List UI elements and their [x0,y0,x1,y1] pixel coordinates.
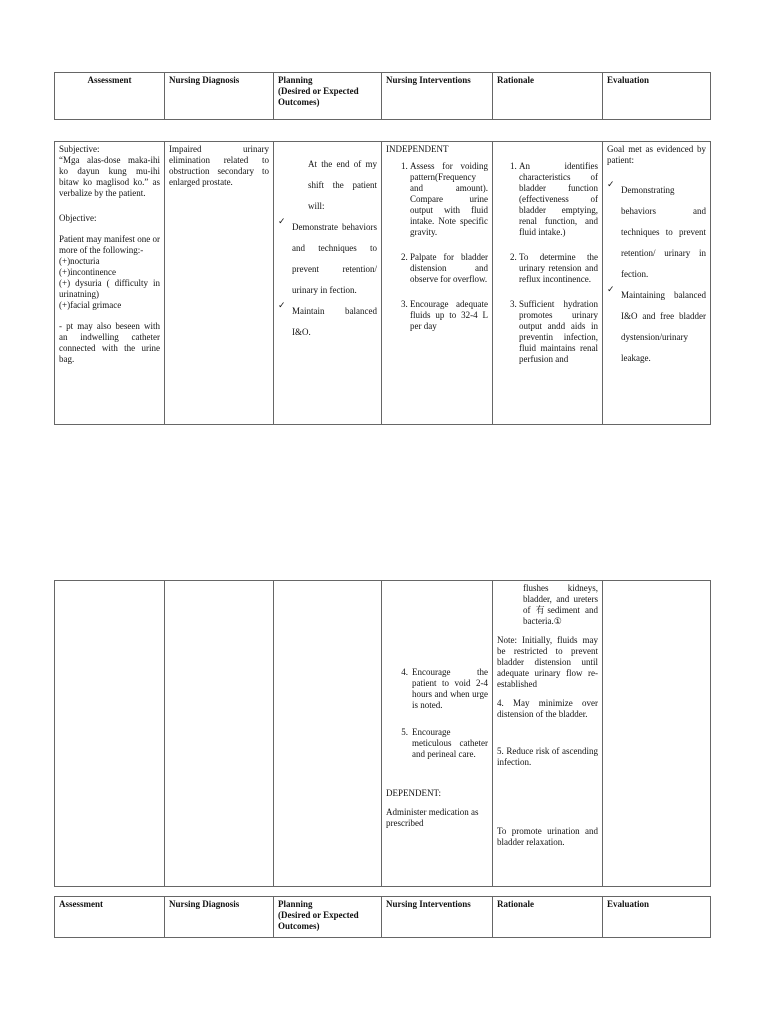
evaluation-item-1 [607,180,706,285]
objective-note: - pt may also beseen with an indwelling catheter connected with the urine bag. [59,321,160,364]
intervention-number: 5. [401,727,408,737]
checkmark-icon: ✓ [278,217,286,227]
intervention-number: 4. [401,667,408,677]
header-planning [274,73,382,120]
diagnosis-text: Impaired urinary elimination related to obstruction secondary to enlarged prostate. [169,144,269,187]
intervention-item-4 [386,667,488,711]
objective-item: (+)nocturia [59,256,100,266]
planning-cell-empty [274,581,382,887]
assessment-cell [55,142,165,425]
header-rationale: Rationale [493,897,603,938]
header-planning-text: Planning (Desired or Expected Outcomes) [278,899,359,931]
header-assessment: Assessment [55,73,165,120]
subjective-text: “Mga alas-dose maka-ihi ko dayun kung mu-ihi bitaw ko maglisod ko.” as verbalize by the patient. [59,155,160,198]
evaluation-cell [603,142,711,425]
planning-cell [274,142,382,425]
header-nursing-interventions: Nursing Interventions [382,897,493,938]
diagnosis-cell [165,142,274,425]
header-table-2 [54,896,711,938]
planning-goal-2 [278,301,377,343]
independent-heading: INDEPENDENT [386,144,449,154]
evaluation-item-text: Maintaining balanced I&O and free bladder dystension/urinary leakage. [621,290,706,363]
checkmark-icon: ✓ [607,180,615,190]
dependent-rationale: To promote urination and bladder relaxation. [497,826,598,847]
intervention-text: Encourage meticulous catheter and perineal care. [412,727,488,759]
intervention-item-5 [386,727,488,760]
objective-intro: Patient may manifest one or more of the following:- [59,234,160,255]
objective-item: (+)facial grimace [59,300,122,310]
checkmark-icon: ✓ [278,301,286,311]
rationale-continuation: flushes kidneys, bladder, and ureters of 有sediment and bacteria.① [523,583,598,626]
header-planning [274,897,382,938]
planning-goal-text: Demonstrate behaviors and techniques to prevent retention/ urinary in fection. [292,222,377,295]
header-assessment: Assessment [55,897,165,938]
objective-label: Objective: [59,213,97,223]
assessment-cell-empty [55,581,165,887]
rationale-item-4: 4. May minimize over distension of the bladder. [497,698,598,719]
header-rationale: Rationale [493,73,603,120]
care-plan-table-2 [54,580,711,887]
objective-item: (+)incontinence [59,267,117,277]
header-table-1 [54,72,711,120]
objective-item: (+) dysuria ( difficulty in urinatning) [59,278,160,299]
intervention-item: 1. Assess for voiding pattern(Frequency and amount). Compare urine output with fluid intake. Note specific gravity. [410,161,488,238]
evaluation-item-2 [607,285,706,369]
rationale-list [497,161,598,365]
intervention-item: 3. Encourage adequate fluids up to 32-4 L per day [410,299,488,332]
dependent-label: DEPENDENT: [386,788,442,798]
evaluation-item-text: Demonstrating behaviors and techniques to prevent retention/ urinary in fection. [621,185,706,279]
header-evaluation: Evaluation [603,73,711,120]
checkmark-icon: ✓ [607,285,615,295]
interventions-cell [382,142,493,425]
header-nursing-diagnosis: Nursing Diagnosis [165,73,274,120]
dependent-text: Administer medication as prescribed [386,807,479,828]
interventions-cell-2 [382,581,493,887]
rationale-item: 2. To determine the urinary retension and reflux incontinence. [519,252,598,285]
rationale-cell [493,142,603,425]
header-nursing-diagnosis: Nursing Diagnosis [165,897,274,938]
rationale-cell-2 [493,581,603,887]
rationale-item-5: 5. Reduce risk of ascending infection. [497,746,598,767]
care-plan-table-1 [54,141,711,425]
diagnosis-cell-empty [165,581,274,887]
header-planning-text: Planning (Desired or Expected Outcomes) [278,75,359,107]
intervention-text: Encourage the patient to void 2-4 hours and when urge is noted. [412,667,488,710]
rationale-item: 1. An identifies characteristics of bladder function (effectiveness of bladder emptying, renal function, and fluid intake.) [519,161,598,238]
planning-goal-text: Maintain balanced I&O. [292,306,377,337]
interventions-list [386,161,488,332]
subjective-label: Subjective: [59,144,100,154]
header-nursing-interventions: Nursing Interventions [382,73,493,120]
intervention-item: 2. Palpate for bladder distension and observe for overflow. [410,252,488,285]
header-evaluation: Evaluation [603,897,711,938]
evaluation-cell-empty [603,581,711,887]
planning-goal-1 [278,217,377,301]
rationale-item: 3. Sufficient hydration promotes urinary output andd aids in preventin infection, fluid maintains renal perfusion and [519,299,598,365]
evaluation-intro: Goal met as evidenced by patient: [607,144,706,165]
rationale-note: Note: Initially, fluids may be restricted to prevent bladder distension until adequate urinary flow re-established [497,635,598,689]
planning-intro: At the end of my shift the patient will: [308,159,377,211]
